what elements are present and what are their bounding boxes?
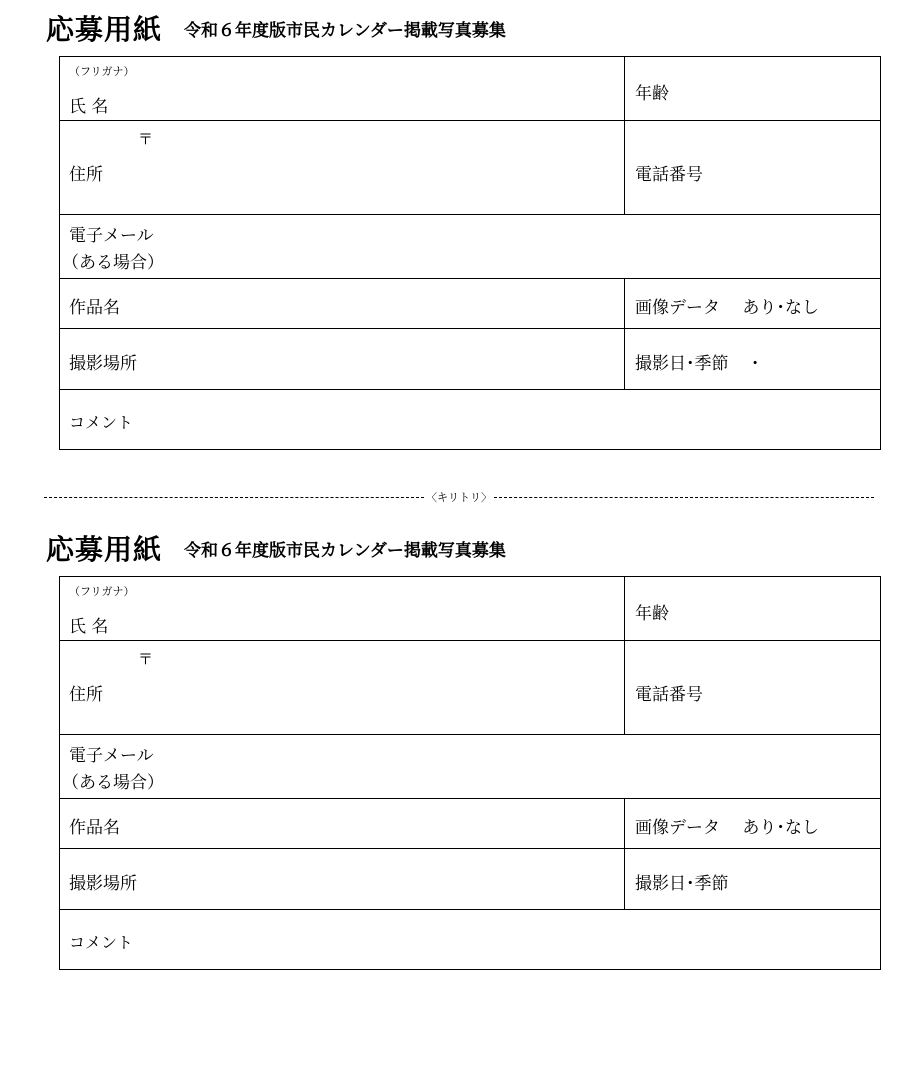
form-title-main: 応募用紙 xyxy=(46,533,163,566)
comment-label: コメント xyxy=(69,933,134,952)
age-field[interactable] xyxy=(625,57,880,121)
form-title xyxy=(46,528,506,568)
location-field[interactable] xyxy=(60,329,625,390)
email-field[interactable] xyxy=(60,215,880,279)
address-label: 住所 xyxy=(69,685,103,705)
age-label: 年齢 xyxy=(635,84,669,104)
name-label: 氏 名 xyxy=(69,97,109,117)
work-title-label: 作品名 xyxy=(69,818,120,838)
date-season-label: 撮影日･季節 ･ xyxy=(635,354,760,374)
work-title-field[interactable] xyxy=(60,799,625,849)
email-label: 電子メール xyxy=(69,746,154,766)
location-label: 撮影場所 xyxy=(69,874,137,894)
form-table xyxy=(59,576,881,970)
address-label: 住所 xyxy=(69,165,103,185)
form-table xyxy=(59,56,881,450)
email-field[interactable] xyxy=(60,735,880,799)
phone-field[interactable] xyxy=(625,121,880,215)
address-field[interactable] xyxy=(60,121,625,215)
form-title-main: 応募用紙 xyxy=(46,13,163,46)
work-title-label: 作品名 xyxy=(69,298,120,318)
date-season-field[interactable] xyxy=(625,849,880,910)
postal-mark: 〒 xyxy=(138,650,154,668)
furigana-label: （フリガナ） xyxy=(69,65,135,78)
location-field[interactable] xyxy=(60,849,625,910)
location-label: 撮影場所 xyxy=(69,354,137,374)
age-field[interactable] xyxy=(625,577,880,641)
name-field[interactable] xyxy=(60,577,625,641)
cut-line-label: 〈キリトリ〉 xyxy=(426,491,492,504)
date-season-field[interactable] xyxy=(625,329,880,390)
name-label: 氏 名 xyxy=(69,617,109,637)
cut-line-right-dash xyxy=(494,497,874,498)
address-field[interactable] xyxy=(60,641,625,735)
email-note: （ある場合） xyxy=(62,773,164,793)
email-label: 電子メール xyxy=(69,226,154,246)
date-season-label: 撮影日･季節 xyxy=(635,874,729,894)
cut-line-left-dash xyxy=(44,497,424,498)
comment-field[interactable] xyxy=(60,390,880,449)
image-data-field[interactable] xyxy=(625,279,880,329)
phone-field[interactable] xyxy=(625,641,880,735)
phone-label: 電話番号 xyxy=(635,685,703,705)
postal-mark: 〒 xyxy=(138,130,154,148)
form-title-sub: 令和６年度版市民カレンダー掲載写真募集 xyxy=(184,21,506,41)
cut-line xyxy=(44,487,874,507)
comment-label: コメント xyxy=(69,413,134,432)
phone-label: 電話番号 xyxy=(635,165,703,185)
email-note: （ある場合） xyxy=(62,253,164,273)
image-data-label: 画像データ あり･なし xyxy=(635,298,819,318)
image-data-field[interactable] xyxy=(625,799,880,849)
name-field[interactable] xyxy=(60,57,625,121)
age-label: 年齢 xyxy=(635,604,669,624)
form-title-sub: 令和６年度版市民カレンダー掲載写真募集 xyxy=(184,541,506,561)
work-title-field[interactable] xyxy=(60,279,625,329)
image-data-label: 画像データ あり･なし xyxy=(635,818,819,838)
form-title xyxy=(46,8,506,48)
comment-field[interactable] xyxy=(60,910,880,969)
furigana-label: （フリガナ） xyxy=(69,585,135,598)
